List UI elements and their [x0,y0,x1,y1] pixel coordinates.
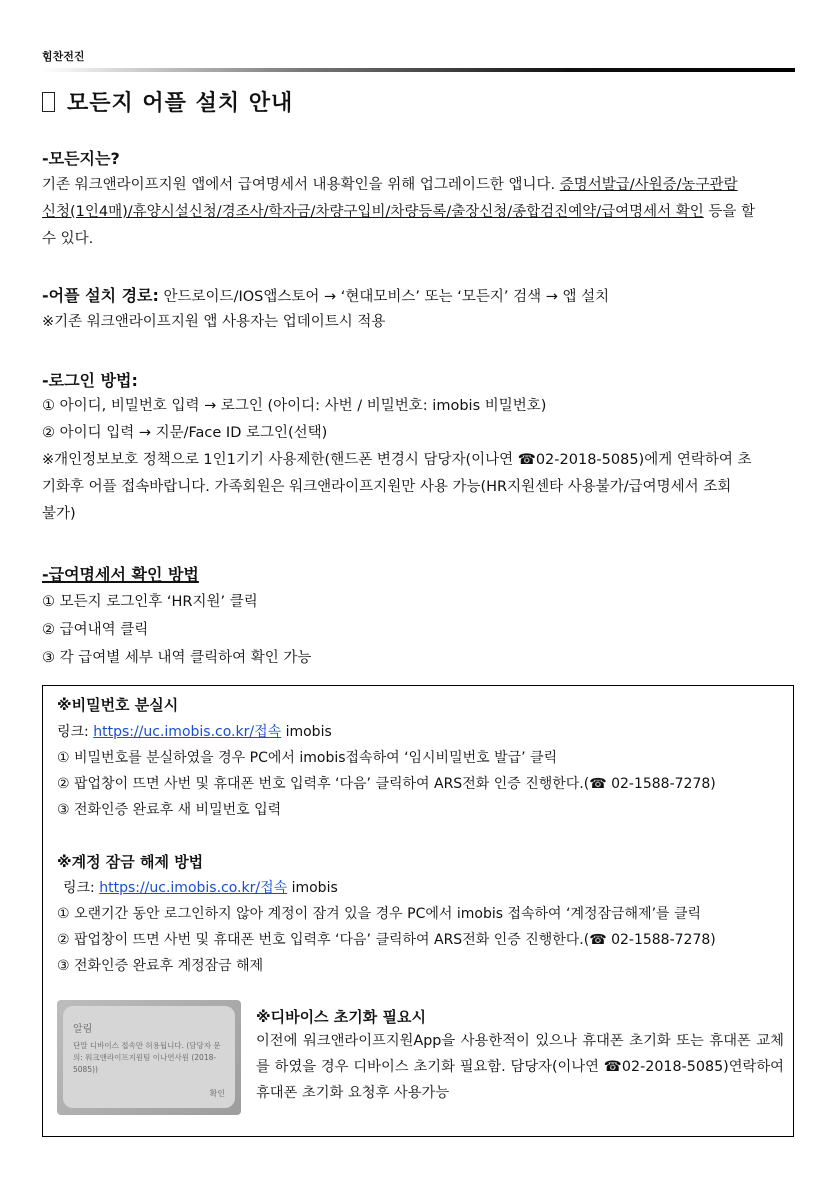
payslip-step-2: ② 급여내역 클릭 [42,622,149,638]
password-lost-link-label: 링크: [57,724,94,740]
login-step-1: ① 아이디, 비밀번호 입력 → 로그인 (아이디: 사번 / 비밀번호: imobis 비밀번호) [42,398,547,414]
header-label: 힘찬전진 [42,50,85,63]
install-note: ※기존 워크앤라이프지원 앱 사용자는 업데이트시 적용 [42,314,386,330]
about-features-2: 신청(1인4매)/휴양시설신청/경조사/학자금/차량구입비/차량등록/출장신청/종합검진예약/급여명세서 확인 [42,204,704,220]
password-lost-step-3: ③ 전화인증 완료후 새 비밀번호 입력 [57,802,282,818]
login-step-2: ② 아이디 입력 → 지문/Face ID 로그인(선택) [42,425,328,441]
password-lost-link-suffix: imobis [281,724,332,740]
about-tail-2: 수 있다. [42,231,94,247]
device-reset-body: 이전에 워크앤라이프지원App을 사용한적이 있으나 휴대폰 초기화 또는 휴대폰 교체를 하였을 경우 디바이스 초기화 필요함. 담당자(이나연 ☎02-2018-5085)연락하여 휴대폰 초기화 요청후 사용가능 [256,1033,784,1101]
login-note [42,447,795,528]
alert-dialog [63,1006,235,1108]
password-lost-heading: ※비밀번호 분실시 [57,696,179,714]
header-divider [42,68,795,72]
device-reset-heading: ※디바이스 초기화 필요시 [256,1008,426,1026]
account-unlock-heading: ※계정 잠금 해제 방법 [57,853,204,871]
account-unlock-link-label: 링크: [63,880,100,896]
account-unlock-step-1: ① 오랜기간 동안 로그인하지 않아 계정이 잠겨 있을 경우 PC에서 imobis 접속하여 ‘계정잠금해제’를 클릭 [57,906,702,922]
password-lost-step-2: ② 팝업창이 뜨면 사번 및 휴대폰 번호 입력후 ‘다음’ 클릭하여 ARS전화 인증 진행한다.(☎ 02-1588-7278) [57,776,716,792]
install-heading: -어플 설치 경로: [42,286,159,305]
password-lost-link-line [57,719,332,745]
about-heading: -모든지는? [42,149,120,168]
phone-screenshot [57,1000,241,1115]
install-line [42,282,609,311]
login-note-line-3: 불가) [42,506,76,522]
square-box-icon [42,92,55,112]
payslip-step-1: ① 모든지 로그인후 ‘HR지원’ 클릭 [42,594,258,610]
password-lost-link[interactable]: https://uc.imobis.co.kr/접속 [93,724,282,740]
login-heading: -로그인 방법: [42,371,138,390]
page-title-text: 모든지 어플 설치 안내 [67,91,294,116]
login-note-line-2: 기화후 어플 접속바랍니다. 가족회원은 워크앤라이프지원만 사용 가능(HR지원센타 사용불가/급여명세서 조회 [42,479,732,495]
alert-title: 알림 [73,1024,93,1035]
alert-message: 단말 디바이스 접속만 허용됩니다. (담당자 문의: 워크앤라이프지원팀 이나연사원 (2018-5085)) [73,1041,221,1074]
about-features-1: 증명서발급/사원증/농구관람 [559,177,738,193]
account-unlock-link-line [63,875,338,901]
payslip-heading: -급여명세서 확인 방법 [42,565,199,584]
about-intro: 기존 워크앤라이프지원 앱에서 급여명세서 내용확인을 위해 업그레이드한 앱니다. [42,177,556,193]
about-paragraph [42,172,795,253]
account-unlock-step-3: ③ 전화인증 완료후 계정잠금 해제 [57,958,264,974]
alert-confirm-button: 확인 [209,1089,225,1098]
account-unlock-link[interactable]: https://uc.imobis.co.kr/접속 [99,880,288,896]
account-unlock-link-suffix: imobis [287,880,338,896]
about-tail-1: 등을 할 [708,204,755,220]
page-title [42,86,293,117]
install-path: 안드로이드/IOS앱스토어 → ‘현대모비스’ 또는 ‘모든지’ 검색 → 앱 설치 [163,289,610,305]
login-note-line-1: ※개인정보보호 정책으로 1인1기기 사용제한(핸드폰 변경시 담당자(이나연 ☎02-2018-5085)에게 연락하여 초 [42,452,752,468]
account-unlock-step-2: ② 팝업창이 뜨면 사번 및 휴대폰 번호 입력후 ‘다음’ 클릭하여 ARS전화 인증 진행한다.(☎ 02-1588-7278) [57,932,716,948]
payslip-step-3: ③ 각 급여별 세부 내역 클릭하여 확인 가능 [42,650,312,666]
password-lost-step-1: ① 비밀번호를 분실하였을 경우 PC에서 imobis접속하여 ‘임시비밀번호 발급’ 클릭 [57,750,558,766]
